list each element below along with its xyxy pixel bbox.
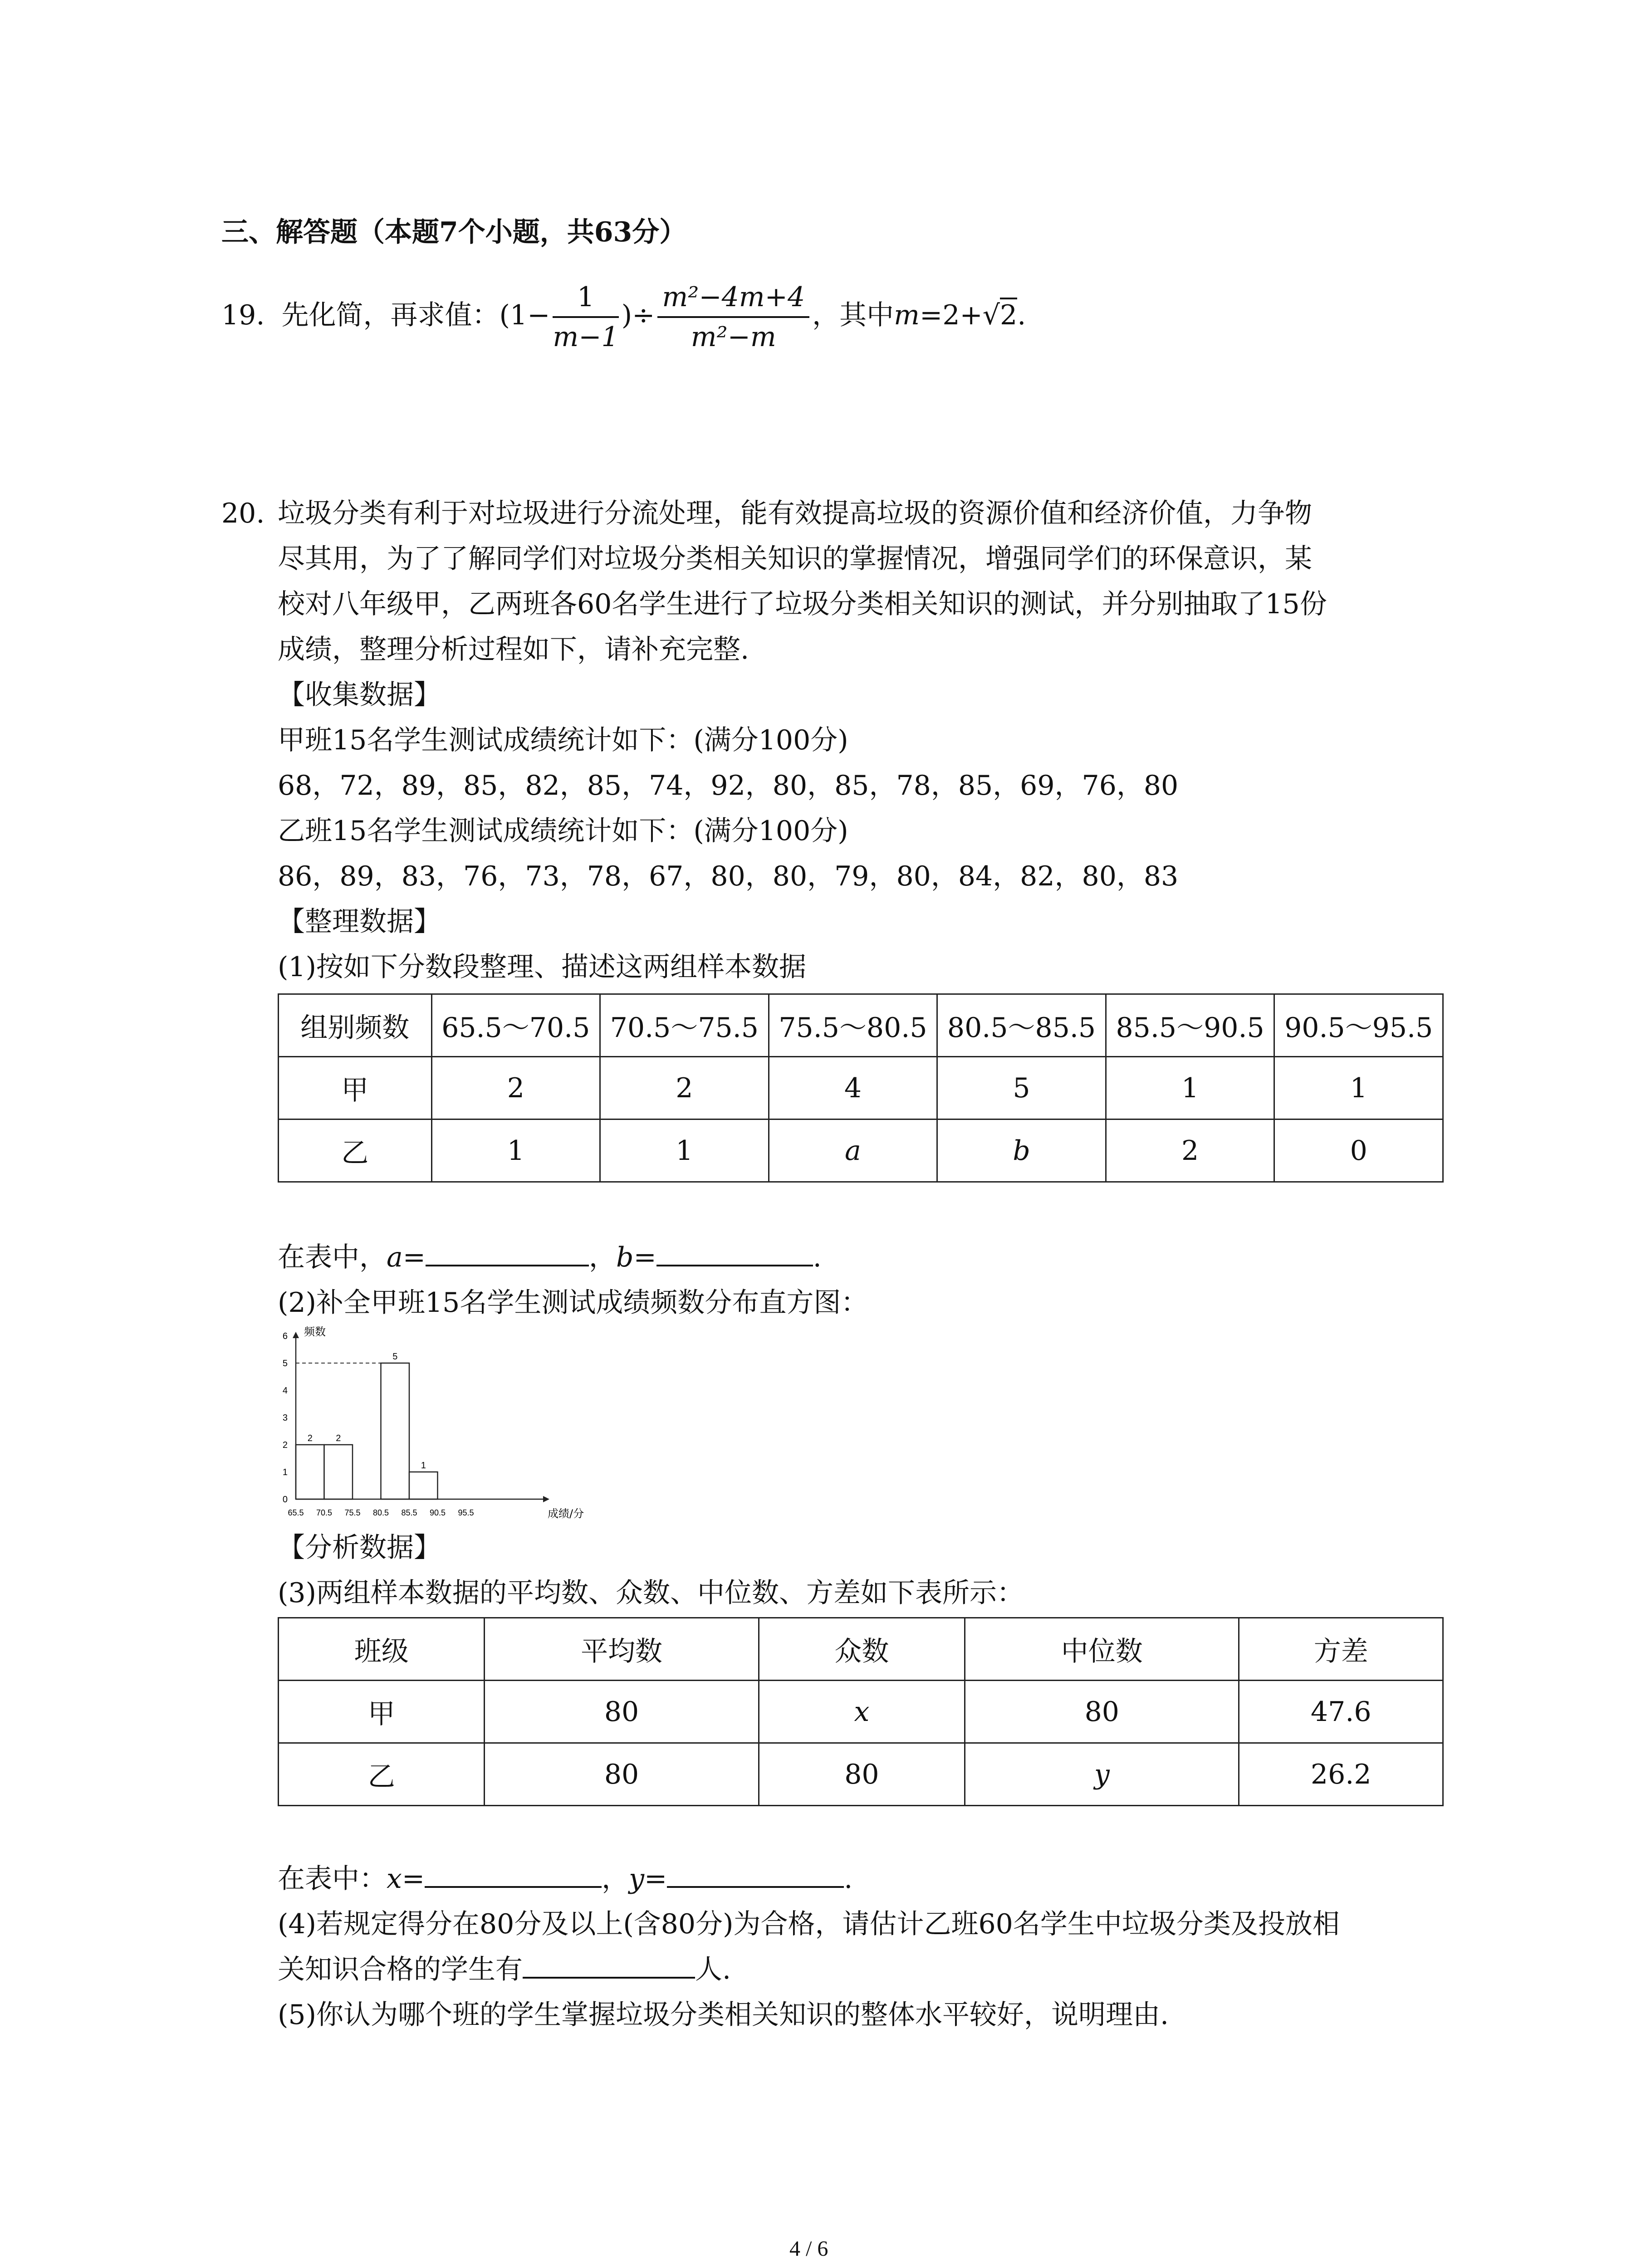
table-row bbox=[279, 1057, 1443, 1119]
x-tick-label: 80.5 bbox=[372, 1508, 389, 1517]
x-tick-label: 90.5 bbox=[429, 1508, 446, 1517]
table-cell: 80 bbox=[485, 1743, 759, 1806]
frequency-histogram bbox=[278, 1325, 595, 1524]
table-cell: 4 bbox=[769, 1057, 937, 1119]
q19-number: 19. bbox=[221, 299, 265, 331]
bar-value-label: 5 bbox=[392, 1352, 398, 1362]
part-2-text: (2)补全甲班15名学生测试成绩频数分布直方图： bbox=[278, 1287, 868, 1319]
header-cell: 众数 bbox=[759, 1618, 965, 1681]
frequency-table-header bbox=[279, 994, 1443, 1057]
table-cell: 80 bbox=[965, 1681, 1239, 1743]
histogram-bar bbox=[324, 1445, 353, 1499]
y-axis-label: 频数 bbox=[304, 1325, 326, 1338]
y-tick-label: 3 bbox=[282, 1413, 288, 1423]
table-cell: 甲 bbox=[279, 1057, 432, 1119]
table-row bbox=[279, 1743, 1443, 1806]
frequency-table bbox=[278, 993, 1444, 1183]
table-row bbox=[279, 1681, 1443, 1743]
header-cell: 90.5～95.5 bbox=[1274, 994, 1443, 1057]
header-cell: 75.5～80.5 bbox=[769, 994, 937, 1057]
header-cell: 65.5～70.5 bbox=[431, 994, 600, 1057]
y-axis-arrow-icon bbox=[293, 1332, 299, 1338]
blank-x[interactable] bbox=[425, 1861, 602, 1888]
header-cell: 85.5～90.5 bbox=[1106, 994, 1274, 1057]
table-cell: 80 bbox=[485, 1681, 759, 1743]
q20-intro-line-3: 校对八年级甲，乙两班各60名学生进行了垃圾分类相关知识的测试，并分别抽取了15份 bbox=[278, 588, 1327, 620]
q19-frac2-numerator: m²−4m+4 bbox=[657, 278, 809, 318]
x-tick-label: 75.5 bbox=[344, 1508, 361, 1517]
fill2-y-label: y= bbox=[629, 1863, 667, 1895]
fill2-sep: ， bbox=[602, 1863, 629, 1895]
q19-fraction-1 bbox=[553, 278, 618, 356]
fill-in-a-b bbox=[278, 1238, 822, 1276]
x-tick-label: 70.5 bbox=[316, 1508, 333, 1517]
q19-frac1-numerator: 1 bbox=[553, 278, 618, 318]
part-4-line-2 bbox=[278, 1950, 731, 1989]
table-cell: 2 bbox=[1106, 1119, 1274, 1182]
part-5-text: (5)你认为哪个班的学生掌握垃圾分类相关知识的整体水平较好，说明理由. bbox=[278, 1999, 1169, 2031]
y-tick-label: 4 bbox=[282, 1386, 288, 1396]
q20-number: 20. bbox=[221, 498, 265, 529]
blank-a[interactable] bbox=[426, 1239, 589, 1266]
table-cell: 1 bbox=[600, 1119, 769, 1182]
header-cell: 方差 bbox=[1239, 1618, 1443, 1681]
table-cell-x: x bbox=[759, 1681, 965, 1743]
table-row bbox=[279, 1119, 1443, 1182]
blank-qualified-count[interactable] bbox=[523, 1951, 695, 1979]
x-tick-label: 65.5 bbox=[288, 1508, 304, 1517]
y-tick-label: 0 bbox=[282, 1495, 288, 1505]
q19-middle: )÷ bbox=[621, 299, 655, 331]
table-cell: 1 bbox=[1274, 1057, 1443, 1119]
table-cell: 1 bbox=[1106, 1057, 1274, 1119]
x-tick-label: 85.5 bbox=[401, 1508, 417, 1517]
part-3-text: (3)两组样本数据的平均数、众数、中位数、方差如下表所示： bbox=[278, 1577, 1024, 1609]
page-number: 4 / 6 bbox=[789, 2237, 828, 2261]
table-cell: 2 bbox=[600, 1057, 769, 1119]
x-axis-arrow-icon bbox=[543, 1496, 549, 1502]
q20-intro-line-1: 垃圾分类有利于对垃圾进行分流处理，能有效提高垃圾的资源价值和经济价值，力争物 bbox=[278, 498, 1312, 529]
table-cell: 甲 bbox=[279, 1681, 485, 1743]
table-cell: 乙 bbox=[279, 1743, 485, 1806]
table-cell: 47.6 bbox=[1239, 1681, 1443, 1743]
bar-value-label: 2 bbox=[307, 1433, 313, 1443]
section-heading: 三、解答题（本题7个小题，共63分） bbox=[221, 216, 687, 248]
table-cell: 2 bbox=[431, 1057, 600, 1119]
fill1-end: . bbox=[813, 1242, 822, 1273]
sqrt-sign: √ bbox=[982, 299, 1000, 331]
sqrt-value: 2 bbox=[1000, 298, 1017, 331]
yi-scores: 86，89，83，76，73，78，67，80，80，79，80，84，82，80，83 bbox=[278, 860, 1179, 892]
q19-prefix: 先化简，再求值：(1− bbox=[281, 299, 550, 331]
header-cell: 70.5～75.5 bbox=[600, 994, 769, 1057]
fill-in-x-y bbox=[278, 1860, 852, 1898]
table-cell-y: y bbox=[965, 1743, 1239, 1806]
q20-intro-line-2: 尽其用，为了了解同学们对垃圾分类相关知识的掌握情况，增强同学们的环保意识，某 bbox=[278, 543, 1312, 575]
header-cell: 80.5～85.5 bbox=[937, 994, 1106, 1057]
statistics-table bbox=[278, 1617, 1444, 1806]
q20-intro-line-4: 成绩，整理分析过程如下，请补充完整. bbox=[278, 634, 749, 665]
table-cell: 0 bbox=[1274, 1119, 1443, 1182]
table-cell: 1 bbox=[431, 1119, 600, 1182]
fill2-prefix: 在表中： bbox=[278, 1863, 387, 1895]
table-cell-a: a bbox=[769, 1119, 937, 1182]
y-tick-label: 6 bbox=[282, 1331, 288, 1341]
table-cell: 80 bbox=[759, 1743, 965, 1806]
bar-value-label: 2 bbox=[336, 1433, 341, 1443]
x-tick-label: 95.5 bbox=[458, 1508, 474, 1517]
q19-suffix-b: =2+ bbox=[920, 299, 983, 331]
part4-line2-a: 关知识合格的学生有 bbox=[278, 1954, 523, 1985]
q19-suffix-var: m bbox=[894, 299, 920, 331]
part-4-line-1: (4)若规定得分在80分及以上(含80分)为合格，请估计乙班60名学生中垃圾分类及投放相 bbox=[278, 1908, 1340, 1940]
fill2-end: . bbox=[844, 1863, 853, 1895]
histogram-bar bbox=[381, 1363, 410, 1499]
statistics-table-header bbox=[279, 1618, 1443, 1681]
q19-frac1-denominator: m−1 bbox=[553, 321, 619, 353]
analyze-data-heading: 【分析数据】 bbox=[278, 1532, 441, 1564]
q19-fraction-2 bbox=[657, 278, 809, 356]
q19-end: . bbox=[1017, 299, 1026, 331]
histogram-bar bbox=[409, 1472, 438, 1499]
blank-b[interactable] bbox=[656, 1239, 813, 1266]
header-cell: 班级 bbox=[279, 1618, 485, 1681]
part4-line2-b: 人. bbox=[695, 1954, 731, 1985]
q19-frac2-denominator: m²−m bbox=[691, 321, 776, 353]
y-tick-label: 1 bbox=[282, 1467, 288, 1477]
blank-y[interactable] bbox=[667, 1861, 844, 1888]
table-cell-b: b bbox=[937, 1119, 1106, 1182]
table-cell: 乙 bbox=[279, 1119, 432, 1182]
histogram-bar bbox=[296, 1445, 324, 1499]
collect-data-heading: 【收集数据】 bbox=[278, 679, 441, 711]
yi-scores-label: 乙班15名学生测试成绩统计如下：(满分100分) bbox=[278, 815, 848, 847]
header-cell: 中位数 bbox=[965, 1618, 1239, 1681]
y-tick-label: 2 bbox=[282, 1440, 288, 1450]
fill1-b-label: b= bbox=[616, 1242, 656, 1273]
x-axis-label: 成绩/分 bbox=[548, 1507, 584, 1520]
table-cell: 5 bbox=[937, 1057, 1106, 1119]
jia-scores: 68，72，89，85，82，85，74，92，80，85，78，85，69，76，80 bbox=[278, 770, 1179, 802]
fill1-sep: ， bbox=[589, 1242, 617, 1273]
jia-scores-label: 甲班15名学生测试成绩统计如下：(满分100分) bbox=[278, 724, 848, 756]
fill1-prefix: 在表中， bbox=[278, 1242, 387, 1273]
part-1-text: (1)按如下分数段整理、描述这两组样本数据 bbox=[278, 951, 806, 983]
bar-value-label: 1 bbox=[421, 1461, 426, 1471]
organize-data-heading: 【整理数据】 bbox=[278, 906, 441, 938]
table-cell: 26.2 bbox=[1239, 1743, 1443, 1806]
y-tick-label: 5 bbox=[282, 1359, 288, 1369]
fill2-x-label: x= bbox=[387, 1863, 425, 1895]
fill1-a-label: a= bbox=[387, 1242, 426, 1273]
header-cell: 平均数 bbox=[485, 1618, 759, 1681]
q19-suffix-a: ，其中 bbox=[812, 299, 894, 331]
question-19 bbox=[221, 272, 1026, 358]
header-cell: 组别频数 bbox=[279, 994, 432, 1057]
